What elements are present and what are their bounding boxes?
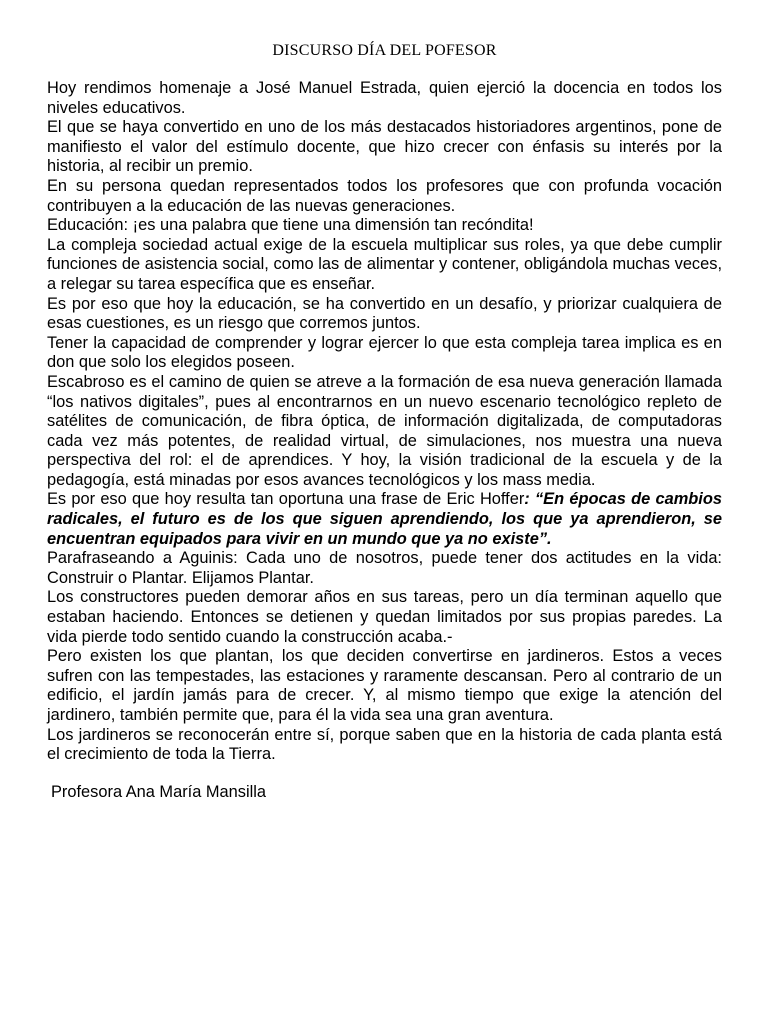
- paragraph-jardineros: Pero existen los que plantan, los que deciden convertirse en jardineros. Estos a veces sufren con las tempestades, las estaciones y raramente descansan. Pero al contrario de un edificio, el jardín jamás para de crecer. Y, al mismo tiempo que exige la atención del jardinero, también permite que, para él la vida sea una gran aventura.: [47, 647, 722, 724]
- paragraph-conclusion: Los jardineros se reconocerán entre sí, porque saben que en la historia de cada planta está el crecimiento de toda la Tierra.: [47, 725, 722, 764]
- document-page: [47, 42, 722, 802]
- paragraph-capacidad: Tener la capacidad de comprender y lograr ejercer lo que esta compleja tarea implica es en don que solo los elegidos poseen.: [47, 333, 722, 372]
- document-body: [47, 79, 722, 765]
- paragraph-homenaje: Hoy rendimos homenaje a José Manuel Estrada, quien ejerció la docencia en todos los niveles educativos.: [47, 79, 722, 117]
- paragraph-representados: En su persona quedan representados todos los profesores que con profunda vocación contribuyen a la educación de las nuevas generaciones.: [47, 176, 722, 215]
- quote-text: : “En épocas de cambios radicales, el futuro es de los que siguen aprendiendo, los que ya aprendieron, se encuentran equipados para vivir en un mundo que ya no existe”.: [47, 490, 722, 548]
- signature: Profesora Ana María Mansilla: [51, 782, 266, 801]
- paragraph-aguinis: Parafraseando a Aguinis: Cada uno de nosotros, puede tener dos actitudes en la vida: Construir o Plantar. Elijamos Plantar.: [47, 549, 722, 587]
- paragraph-desafio: Es por eso que hoy la educación, se ha convertido en un desafío, y priorizar cualquiera de esas cuestiones, es un riesgo que corremos juntos.: [47, 294, 722, 333]
- paragraph-historiador: El que se haya convertido en uno de los más destacados historiadores argentinos, pone de manifiesto el valor del estímulo docente, que hizo crecer con énfasis su interés por la historia, al recibir un premio.: [47, 118, 722, 176]
- document-title: DISCURSO DÍA DEL POFESOR: [272, 42, 497, 59]
- paragraph-constructores: Los constructores pueden demorar años en sus tareas, pero un día terminan aquello que estaban haciendo. Entonces se detienen y quedan limitados por sus propias paredes. La vida pierde todo sentido cuando la construcción acaba.-: [47, 588, 722, 646]
- quote-intro: Es por eso que hoy resulta tan oportuna una frase de Eric Hoffer: [47, 490, 525, 509]
- paragraph-hoffer-quote: [47, 490, 722, 549]
- paragraph-educacion: Educación: ¡es una palabra que tiene una dimensión tan recóndita!: [47, 216, 534, 235]
- paragraph-nativos-digitales: Escabroso es el camino de quien se atreve a la formación de esa nueva generación llamada “los nativos digitales”, pues al encontrarnos en un nuevo escenario tecnológico repleto de satélites de comunicación, de fibra óptica, de información digitalizada, de computadoras cada vez más potentes, de realidad virtual, de simulaciones, nos muestra una nueva perspectiva del rol: el de aprendices. Y hoy, la visión tradicional de la escuela y de la pedagogía, está minadas por esos avances tecnológicos y los mass media.: [47, 372, 722, 489]
- paragraph-sociedad: La compleja sociedad actual exige de la escuela multiplicar sus roles, ya que debe cumplir funciones de asistencia social, como las de alimentar y contener, obligándola muchas veces, a relegar su tarea específica que es enseñar.: [47, 235, 722, 293]
